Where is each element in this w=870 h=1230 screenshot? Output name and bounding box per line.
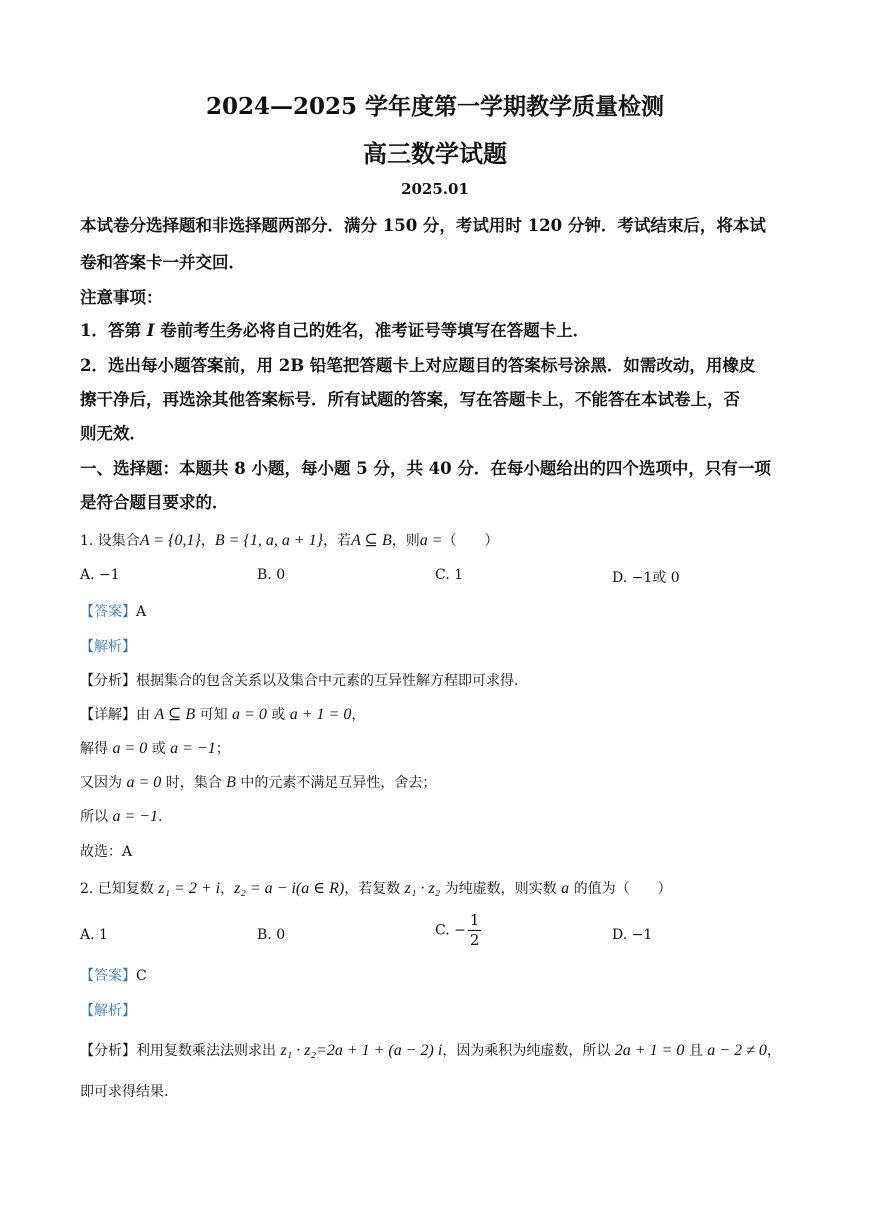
section-heading-line-2: 是符合题目要求的． [80,493,229,512]
set-a: A = {0,1} [139,532,201,549]
subset-condition: A ⊆ B [351,532,392,549]
q1-detail-line-4: 所以 a = −1. [80,808,163,825]
question-2-stem: 2. 已知复数 z₁ = 2 + i，z₂ = a − i(a ∈ R)，若复数 z₁ · z₂ 为纯虚数，则实数 a 的值为（ ） [80,880,672,897]
q2-option-d: D. −1 [612,927,653,943]
notice-item-2-line-1: 2．选出每小题答案前，用 2B 铅笔把答题卡上对应题目的答案标号涂黑．如需改动，用橡皮 [80,356,756,375]
q2-option-a: A. 1 [80,927,108,943]
roman-numeral-i: I [146,321,155,340]
q1-option-c: C. 1 [435,567,464,583]
q1-detail-line-1: 【详解】由 A ⊆ B 可知 a = 0 或 a + 1 = 0， [80,706,366,723]
intro-line-2: 卷和答案卡一并交回． [80,253,245,272]
exam-date: 2025.01 [401,180,469,198]
exam-title: 2024—2025 学年度第一学期教学质量检测 [205,93,665,120]
intro-line-1: 本试卷分选择题和非选择题两部分．满分 150 分，考试用时 120 分钟．考试结束后，将本试 [80,216,766,235]
notice-item-2-line-2: 擦干净后，再选涂其他答案标号．所有试题的答案，写在答题卡上，不能答在本试卷上，否 [80,390,740,409]
set-b: B = {1, a, a + 1} [214,532,324,549]
section-heading-line-1: 一、选择题：本题共 8 小题，每小题 5 分，共 40 分．在每小题给出的四个选项中，只有一项 [80,459,771,478]
q2-option-c: C. − $\frac{1}{2}$ [435,911,480,949]
notice-heading: 注意事项： [80,288,163,307]
q2-analysis-tag: 【解析】 [80,1003,136,1019]
q1-answer: 【答案】A [80,604,147,620]
complex-z2: z₂ = a − i(a ∈ R) [234,880,345,897]
q2-option-b: B. 0 [257,927,286,943]
q1-choose: 故选：A [80,844,133,860]
answer-tag: 【答案】 [80,968,136,984]
answer-tag: 【答案】 [80,604,136,620]
q2-fenxi-line-2: 即可求得结果. [80,1084,169,1100]
q1-option-a: A. −1 [80,567,120,583]
q1-fenxi: 【分析】根据集合的包含关系以及集合中元素的互异性解方程即可求得. [80,673,519,689]
fraction-one-half: $\frac{1}{2}$ [469,911,480,949]
q2-answer: 【答案】C [80,968,147,984]
q1-detail-line-3: 又因为 a = 0 时，集合 B 中的元素不满足互异性，舍去； [80,774,437,791]
question-1-stem: 1. 设集合A = {0,1}，B = {1, a, a + 1}，若A ⊆ B，则a =（ ） [80,532,499,549]
q1-detail-line-2: 解得 a = 0 或 a = −1； [80,740,230,757]
product-z1-z2: z₁ · z₂ [404,880,441,897]
q1-option-d: D. −1或 0 [612,570,680,586]
exam-subtitle: 高三数学试题 [363,139,507,168]
notice-item-2-line-3: 则无效． [80,424,146,443]
q1-option-b: B. 0 [257,567,286,583]
unknown-a: a = [419,532,443,549]
complex-z1: z₁ = 2 + i [158,880,221,897]
q1-analysis-tag: 【解析】 [80,639,136,655]
notice-item-1: 1．答第 I 卷前考生务必将自己的姓名，准考证号等填写在答题卡上． [80,321,590,340]
q2-fenxi-line-1: 【分析】利用复数乘法法则求出 z₁ · z₂=2a + 1 + (a − 2) i，因为乘积为纯虚数，所以 2a + 1 = 0 且 a − 2 ≠ 0， [80,1042,781,1059]
